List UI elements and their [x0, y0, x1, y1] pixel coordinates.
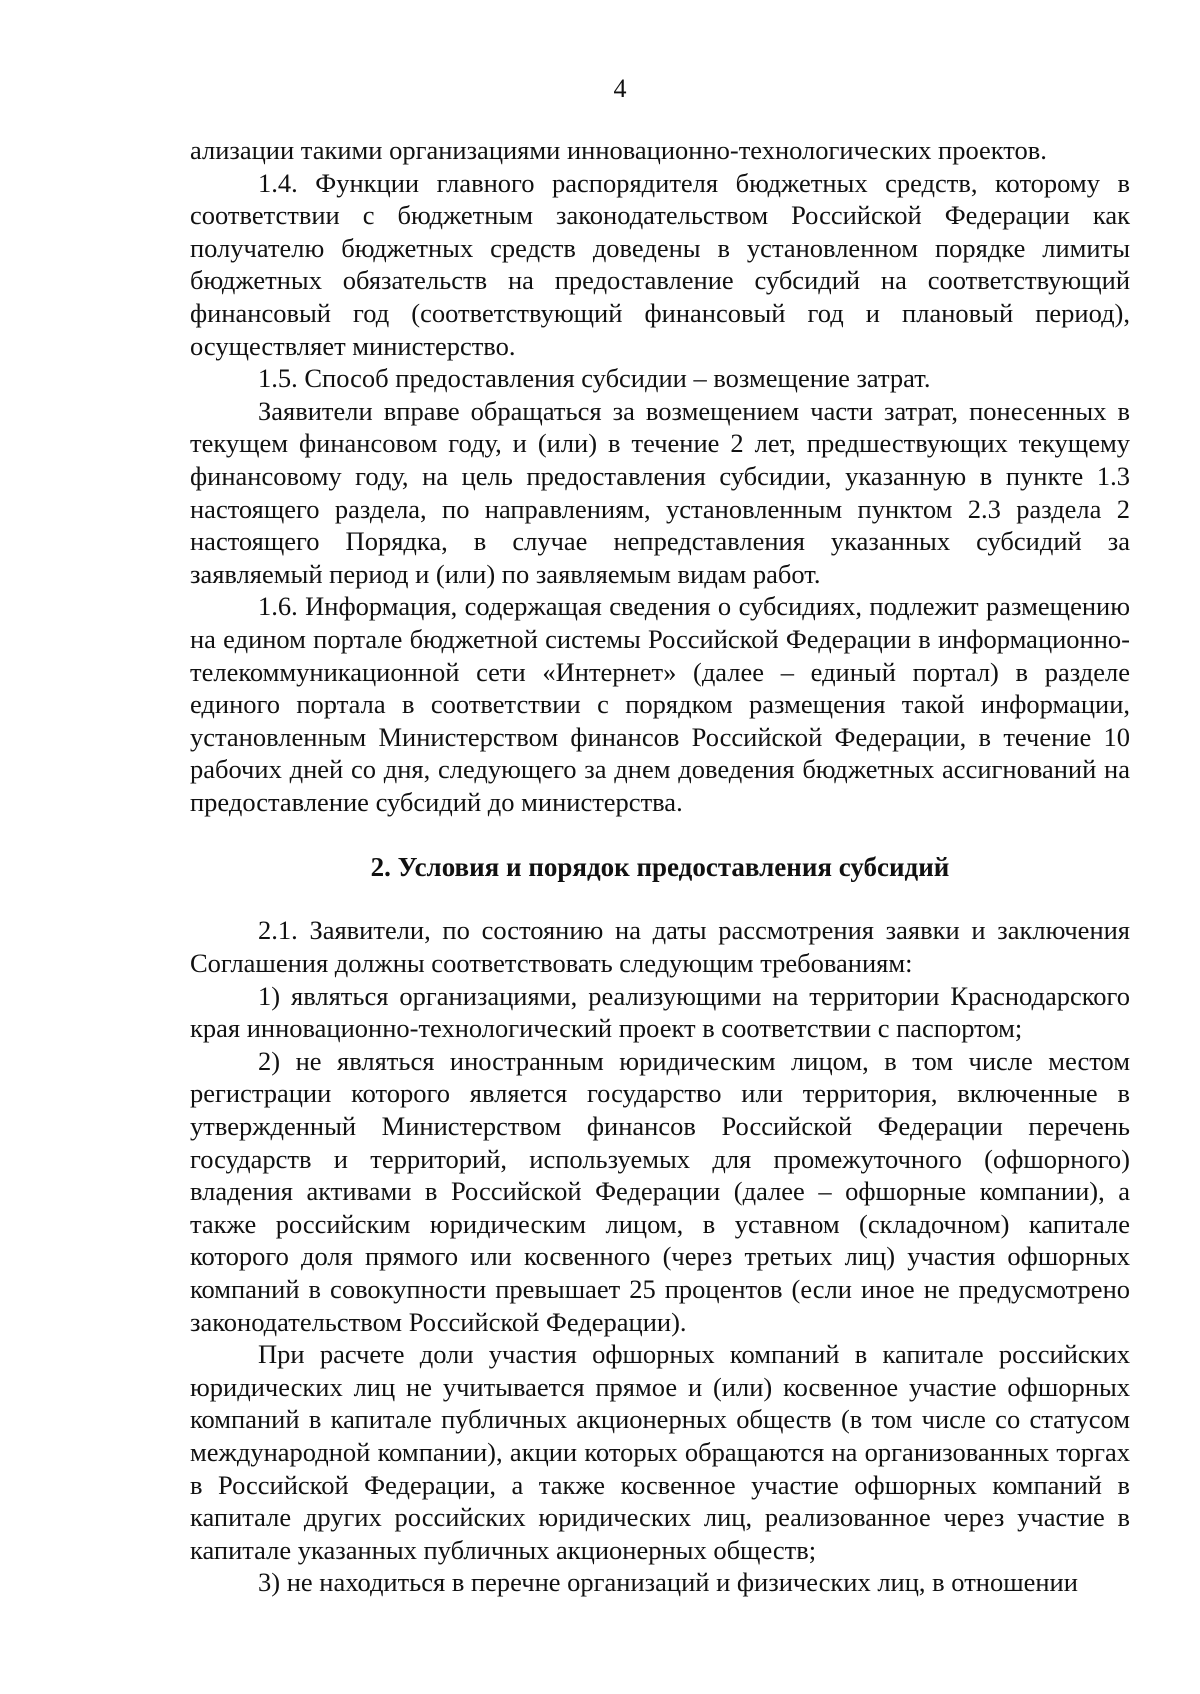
- section-heading: 2. Условия и порядок предоставления субсидий: [370, 852, 950, 883]
- document-body: [190, 134, 1130, 1599]
- paragraph-offshore-calculation: При расчете доли участия офшорных компаний в капитале российских юридических лиц не учитывается прямое и (или) косвенное участие офшорных компаний в капитале публичных акционерных обществ (в том числе со статусом международной компании), акции которых обращаются на организованных торгах в Российской Федерации, а также косвенное участие офшорных компаний в капитале других российских юридических лиц, реализованное через участие в капитале указанных публичных акционерных обществ;: [190, 1339, 1130, 1565]
- paragraph-1-6: 1.6. Информация, содержащая сведения о субсидиях, подлежит размещению на едином портале бюджетной системы Российской Федерации в информационно-телекоммуникационной сети «Интернет» (далее – единый портал) в разделе единого портала в соответствии с порядком размещения такой информации, установленным Министерством финансов Российской Федерации, в течение 10 рабочих дней со дня, следующего за днем доведения бюджетных ассигнований на предоставление субсидий до министерства.: [190, 591, 1130, 817]
- paragraph-applicants-rights: Заявители вправе обращаться за возмещением части затрат, понесенных в текущем финансовом году, и (или) в течение 2 лет, предшествующих текущему финансовому году, на цель предоставления субсидии, указанную в пункте 1.3 настоящего раздела, по направлениям, установленным пунктом 2.3 раздела 2 настоящего Порядка, в случае непредставления указанных субсидий за заявляемый период и (или) по заявляемым видам работ.: [190, 395, 1130, 589]
- paragraph-continuation: ализации такими организациями инновационно-технологических проектов.: [190, 135, 1047, 165]
- requirement-3: 3) не находиться в перечне организаций и физических лиц, в отношении: [258, 1567, 1078, 1598]
- paragraph-2-1: 2.1. Заявители, по состоянию на даты рассмотрения заявки и заключения Соглашения должны соответствовать следующим требованиям:: [190, 915, 1130, 979]
- requirement-2: 2) не являться иностранным юридическим лицом, в том числе местом регистрации которого является государство или территория, включенные в утвержденный Министерством финансов Российской Федерации перечень государств и территорий, используемых для промежуточного (офшорного) владения активами в Российской Федерации (далее – офшорные компании), а также российским юридическим лицом, в уставном (складочном) капитале которого доля прямого или косвенного (через третьих лиц) участия офшорных компаний в совокупности превышает 25 процентов (если иное не предусмотрено законодательством Российской Федерации).: [190, 1045, 1130, 1337]
- paragraph-1-4: 1.4. Функции главного распорядителя бюджетных средств, которому в соответствии с бюджетным законодательством Российской Федерации как получателю бюджетных средств доведены в установленном порядке лимиты бюджетных обязательств на предоставление субсидий на соответствующий финансовый год (соответствующий финансовый год и плановый период), осуществляет министерство.: [190, 167, 1130, 361]
- paragraph-1-5: 1.5. Способ предоставления субсидии – возмещение затрат.: [258, 363, 931, 394]
- requirement-1: 1) являться организациями, реализующими на территории Краснодарского края инновационно-технологический проект в соответствии с паспортом;: [190, 980, 1130, 1044]
- page-number: 4: [613, 74, 627, 103]
